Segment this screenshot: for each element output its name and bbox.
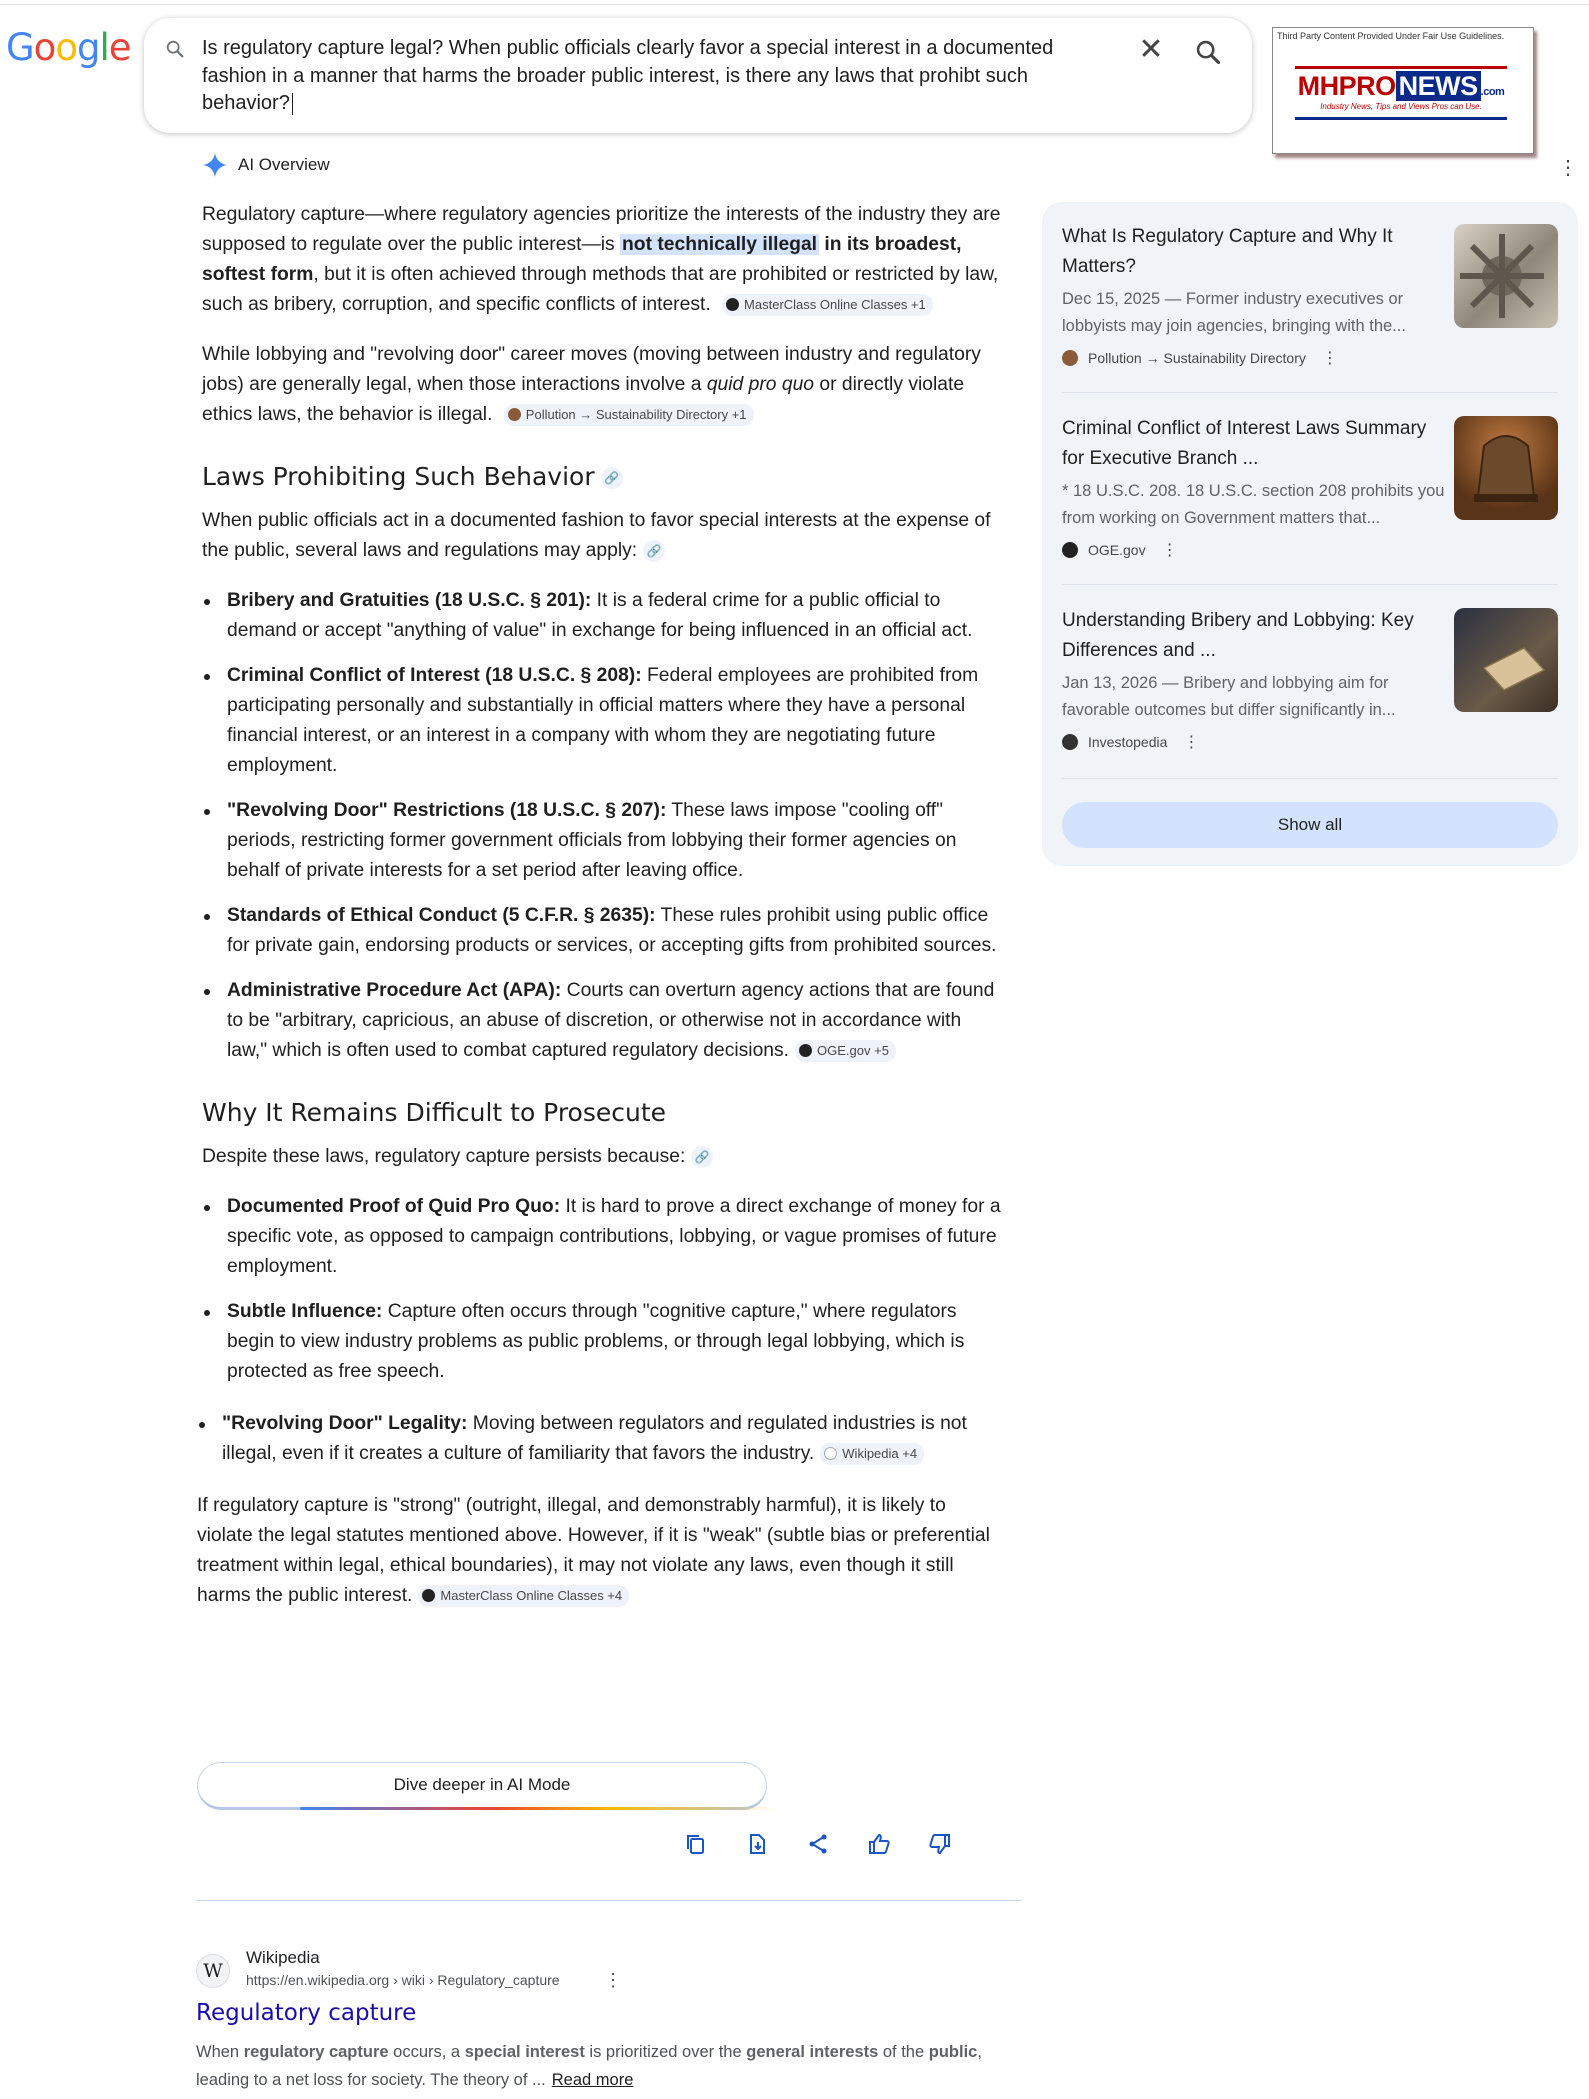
source-meta xyxy=(1062,540,1558,560)
text: Courts can overturn agency actions that are found to be "arbitrary, capricious, an abuse of discretion, or otherwise not in accordance with law," which is often used to combat captured regulatory decisions. xyxy=(227,980,995,1061)
result-snippet xyxy=(196,2038,1026,2094)
envelope-handoff-icon xyxy=(1454,608,1558,712)
source-chip[interactable] xyxy=(504,404,754,426)
source-meta xyxy=(1062,732,1558,752)
thumbnail-image[interactable] xyxy=(1454,224,1558,328)
reasons-list xyxy=(202,1192,1002,1469)
list-item xyxy=(202,901,1002,961)
thumbnail-image[interactable] xyxy=(1454,608,1558,712)
source-card[interactable] xyxy=(1062,222,1558,368)
thumbs-down-icon[interactable] xyxy=(928,1832,952,1856)
bold-text: special interest xyxy=(464,2043,585,2061)
card-divider xyxy=(1062,778,1558,779)
logo-com: .com xyxy=(1480,86,1505,98)
share-icon[interactable] xyxy=(806,1832,830,1856)
bold-text: in its broadest, softest form xyxy=(202,234,962,285)
clear-icon[interactable]: ✕ xyxy=(1138,33,1164,66)
masterclass-icon xyxy=(422,1589,435,1602)
more-options-icon[interactable]: ⋮ xyxy=(1558,157,1578,179)
italic-text: quid pro quo xyxy=(706,374,815,395)
top-divider xyxy=(0,4,1589,5)
gemini-sparkle-icon xyxy=(202,152,228,178)
heading-text: Laws Prohibiting Such Behavior xyxy=(202,462,595,491)
dive-gradient-bar xyxy=(300,1807,780,1810)
source-card[interactable] xyxy=(1062,606,1558,752)
fair-use-caption: Third Party Content Provided Under Fair Use Guidelines. xyxy=(1277,31,1505,41)
chip-label: OGE.gov +5 xyxy=(817,1042,889,1058)
text: When public officials act in a documented fashion to favor special interests at the expense of the public, several laws and regulations may apply: xyxy=(202,510,991,561)
text: These laws impose "cooling off" periods, restricting former government officials from lobbying their former agencies on behalf of private interests for a set period after leaving office. xyxy=(227,800,957,881)
logo-mhpro: MHPRO xyxy=(1297,71,1396,101)
dive-deeper-button[interactable]: Dive deeper in AI Mode xyxy=(197,1762,767,1810)
chip-label: MasterClass Online Classes +4 xyxy=(440,1587,623,1603)
bold-text: Administrative Procedure Act (APA): xyxy=(227,980,562,1001)
text: If regulatory capture is "strong" (outright, illegal, and demonstrably harmful), it is likely to violate the legal statutes mentioned above. However, if it is "weak" (subtle bias or preferential treatment within legal, ethical boundaries), it may not violate any laws, even though it still harms the public interest. xyxy=(197,1495,990,1606)
logo-letter: o xyxy=(55,26,77,69)
source-card[interactable] xyxy=(1062,414,1558,560)
wikipedia-favicon: W xyxy=(196,1954,230,1988)
search-submit-icon[interactable] xyxy=(1194,38,1222,66)
source-chip[interactable] xyxy=(418,1585,629,1607)
overview-paragraph xyxy=(202,340,1002,430)
card-divider xyxy=(1062,584,1558,585)
text: of the xyxy=(878,2043,929,2061)
list-item xyxy=(202,1297,1002,1387)
read-more-link[interactable]: Read more xyxy=(551,2071,634,2089)
search-box[interactable] xyxy=(144,18,1252,133)
text: These rules prohibit using public office for private gain, endorsing products or services, or accepting gifts from prohibited sources. xyxy=(227,905,997,956)
logo-news: NEWS xyxy=(1396,71,1481,101)
bold-text: regulatory capture xyxy=(243,2043,389,2061)
card-divider xyxy=(1062,392,1558,393)
logo-letter: G xyxy=(6,26,34,69)
text: Capture often occurs through "cognitive capture," where regulators begin to view industry problems as public problems, or through legal lobbying, which is protected as free speech. xyxy=(227,1301,965,1382)
source-chip[interactable] xyxy=(722,294,933,316)
logo-tagline: Industry News, Tips and Views Pros can Use. xyxy=(1320,102,1482,111)
list-item xyxy=(197,1409,1002,1469)
highlight-text: not technically illegal xyxy=(622,234,818,255)
bold-text: "Revolving Door" Legality: xyxy=(222,1413,468,1434)
text: Regulatory capture—where regulatory agencies prioritize the interests of the industry they are supposed to regulate over the public interest—is xyxy=(202,204,1001,255)
text: occurs, a xyxy=(388,2043,465,2061)
source-snippet: * 18 U.S.C. 208. 18 U.S.C. section 208 prohibits you from working on Government matters that... xyxy=(1062,482,1445,527)
text: While lobbying and "revolving door" career moves (moving between industry and regulatory jobs) are generally legal, when those interactions involve a xyxy=(202,344,981,395)
sources-panel xyxy=(1042,202,1578,866)
source-options-icon[interactable]: ⋮ xyxy=(1161,542,1178,559)
bold-text: public xyxy=(928,2043,978,2061)
list-item xyxy=(202,586,1002,646)
bold-text: Documented Proof of Quid Pro Quo: xyxy=(227,1196,561,1217)
section-heading xyxy=(202,1096,1002,1130)
search-input[interactable] xyxy=(202,35,1102,118)
search-icon xyxy=(164,38,186,60)
result-options-icon[interactable]: ⋮ xyxy=(604,1970,622,1990)
text: Despite these laws, regulatory capture persists because: xyxy=(202,1146,686,1167)
chip-label: Wikipedia +4 xyxy=(842,1445,918,1461)
logo-letter: e xyxy=(108,26,131,69)
logo-letter: l xyxy=(99,26,109,69)
text: When xyxy=(196,2043,244,2061)
text-caret xyxy=(292,93,293,115)
text: is prioritized over the xyxy=(584,2043,747,2061)
source-title[interactable]: Understanding Bribery and Lobbying: Key Differences and ... xyxy=(1062,610,1414,661)
oge-icon xyxy=(1062,542,1078,558)
heading-text: Why It Remains Difficult to Prosecute xyxy=(202,1098,667,1127)
section-divider xyxy=(196,1900,1022,1901)
copy-icon[interactable] xyxy=(684,1832,708,1856)
ai-overview-header xyxy=(202,152,330,178)
list-item xyxy=(202,976,1002,1066)
logo-letter: o xyxy=(33,26,56,69)
chip-label: Pollution → Sustainability Directory +1 xyxy=(525,406,747,422)
google-logo[interactable] xyxy=(6,26,131,69)
oge-icon xyxy=(799,1044,812,1057)
liberty-bell-icon xyxy=(1454,416,1558,520)
laws-list xyxy=(202,586,1002,1066)
source-meta xyxy=(1062,348,1558,368)
result-site-name[interactable]: Wikipedia xyxy=(246,1948,320,1967)
link-icon[interactable]: 🔗 xyxy=(691,1146,713,1168)
source-title[interactable]: Criminal Conflict of Interest Laws Summary for Executive Branch ... xyxy=(1062,418,1427,469)
overview-paragraph xyxy=(202,1142,1002,1172)
mhpronews-banner[interactable] xyxy=(1272,27,1534,154)
link-icon[interactable]: 🔗 xyxy=(643,540,665,562)
source-options-icon[interactable]: ⋮ xyxy=(1183,734,1200,751)
ai-overview-label: AI Overview xyxy=(238,155,330,174)
list-item xyxy=(202,661,1002,781)
bold-text: Bribery and Gratuities (18 U.S.C. § 201): xyxy=(227,590,592,611)
list-item xyxy=(202,1192,1002,1282)
pollution-icon xyxy=(508,408,521,421)
thumbnail-image[interactable] xyxy=(1454,416,1558,520)
show-all-button[interactable]: Show all xyxy=(1062,802,1558,848)
masterclass-icon xyxy=(726,298,739,311)
logo-letter: g xyxy=(76,26,100,69)
export-doc-icon[interactable] xyxy=(745,1832,769,1856)
text: or directly violate ethics laws, the behavior is illegal. xyxy=(202,374,965,425)
text: It is hard to prove a direct exchange of money for a specific vote, as opposed to campaign contributions, lobbying, or vague promises of future employment. xyxy=(227,1196,1001,1277)
bold-text: Standards of Ethical Conduct (5 C.F.R. § 2635): xyxy=(227,905,656,926)
list-item xyxy=(202,796,1002,886)
overview-paragraph xyxy=(202,200,1002,320)
result-title-link[interactable]: Regulatory capture xyxy=(196,2000,417,2026)
source-title[interactable]: What Is Regulatory Capture and Why It Matters? xyxy=(1062,226,1393,277)
bold-text: general interests xyxy=(746,2043,879,2061)
overview-actions xyxy=(684,1832,952,1856)
chip-label: MasterClass Online Classes +1 xyxy=(744,296,926,312)
text: , but it is often achieved through methods that are prohibited or restricted by law, such as bribery, corruption, and specific conflicts of interest. xyxy=(202,264,999,315)
mhpronews-logo xyxy=(1295,66,1507,120)
source-name: OGE.gov xyxy=(1088,542,1146,558)
pollution-icon xyxy=(1062,350,1078,366)
source-snippet: Dec 15, 2025 — Former industry executives or lobbyists may join agencies, bringing with the... xyxy=(1062,290,1406,335)
search-query: Is regulatory capture legal? When public officials clearly favor a special interest in a documented fashion in a manner that harms the broader public interest, is there any laws that prohibt such behavior? xyxy=(202,37,1054,114)
bold-text: "Revolving Door" Restrictions (18 U.S.C. § 207): xyxy=(227,800,667,821)
overview-paragraph xyxy=(197,1491,1002,1611)
investopedia-icon xyxy=(1062,734,1078,750)
result-url[interactable]: https://en.wikipedia.org › wiki › Regulatory_capture xyxy=(246,1972,560,1988)
wikipedia-icon xyxy=(824,1447,837,1460)
section-heading xyxy=(202,460,1002,494)
overview-paragraph xyxy=(202,506,1002,566)
gear-art-icon xyxy=(1454,224,1558,328)
source-chip[interactable] xyxy=(795,1040,896,1062)
text: , leading to a net loss for society. The theory of ... xyxy=(196,2043,982,2089)
bold-text: Subtle Influence: xyxy=(227,1301,383,1322)
text: Federal employees are prohibited from participating personally and substantially in official matters where they have a personal financial interest, or an interest in a company with whom they are negotiating future employment. xyxy=(227,665,979,776)
bold-text: Criminal Conflict of Interest (18 U.S.C. § 208): xyxy=(227,665,642,686)
source-name: Investopedia xyxy=(1088,734,1168,750)
text: Moving between regulators and regulated industries is not illegal, even if it creates a culture of familiarity that favors the industry. xyxy=(222,1413,967,1464)
source-name: Pollution → Sustainability Directory xyxy=(1088,350,1306,366)
ai-overview-body xyxy=(197,200,1002,1631)
source-chip[interactable] xyxy=(820,1443,924,1465)
source-snippet: Jan 13, 2026 — Bribery and lobbying aim for favorable outcomes but differ significantly in... xyxy=(1062,674,1396,719)
link-icon[interactable]: 🔗 xyxy=(601,467,623,489)
source-options-icon[interactable]: ⋮ xyxy=(1321,350,1338,367)
thumbs-up-icon[interactable] xyxy=(867,1832,891,1856)
text: It is a federal crime for a public official to demand or accept "anything of value" in exchange for being influenced in an official act. xyxy=(227,590,973,641)
